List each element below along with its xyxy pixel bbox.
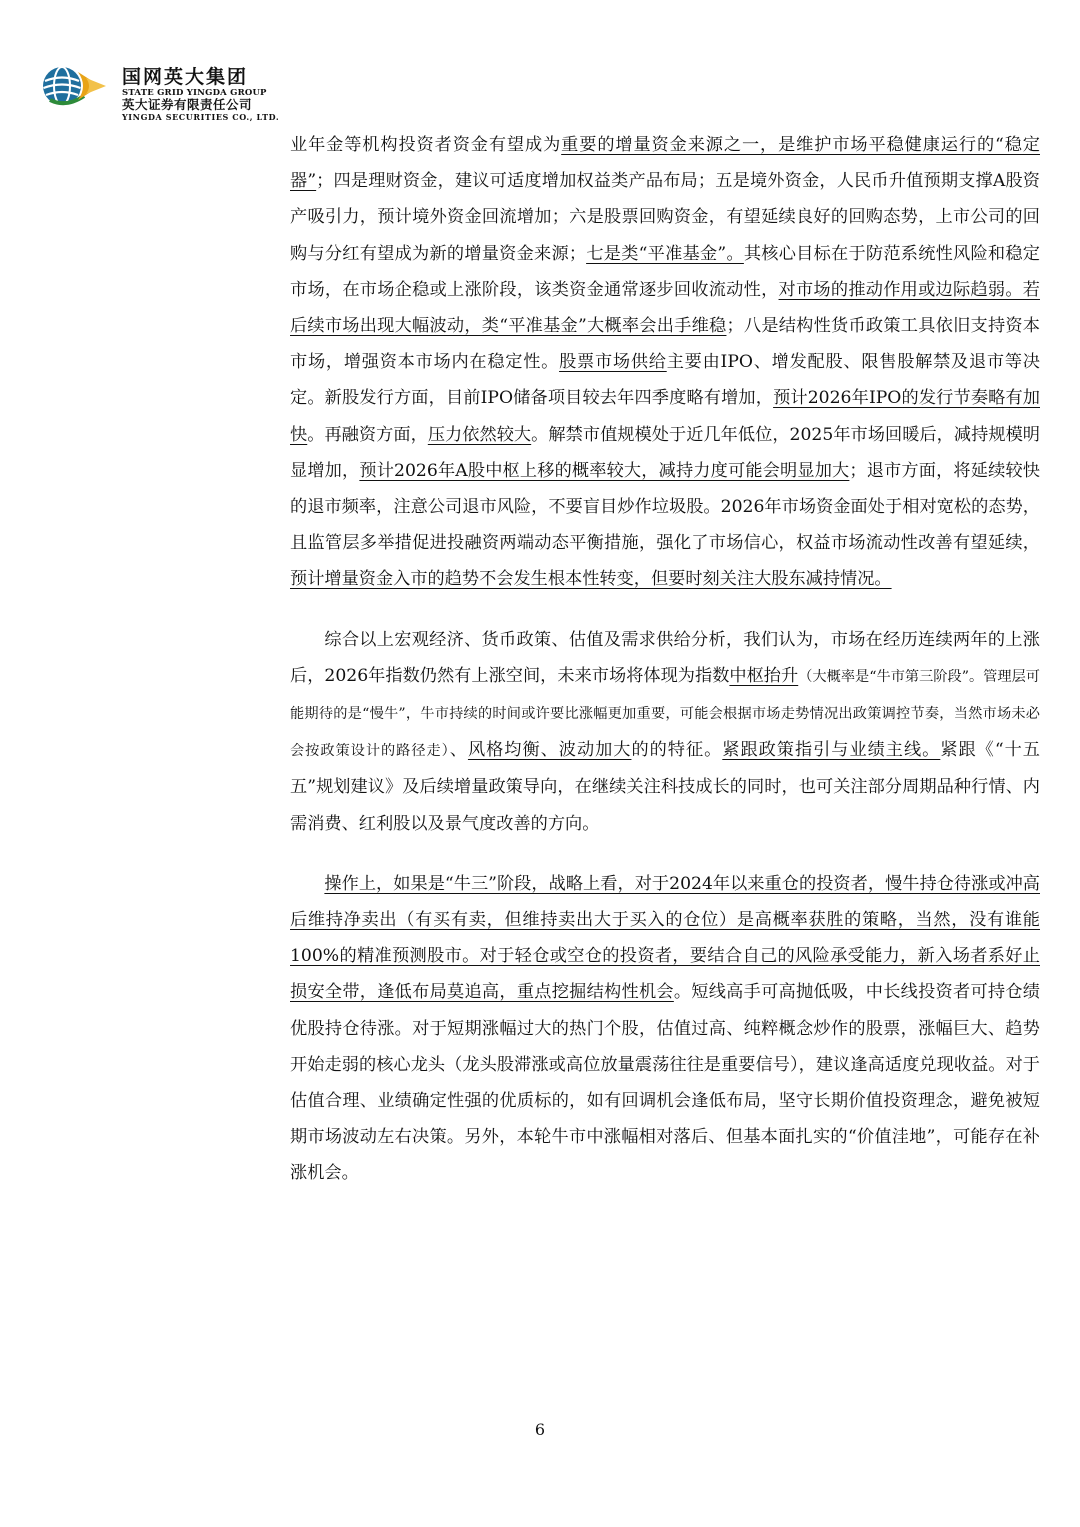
underlined-text: 对市场的推动作用或边际趋弱。若后续市场出现大幅波动，类“平准基金”大概率会出手维稳 bbox=[290, 279, 1040, 337]
company-name-cn: 英大证券有限责任公司 bbox=[122, 97, 253, 112]
brand-block bbox=[122, 66, 279, 122]
text-segment: 紧跟《“十五五”规划建议》及后续增量政策导向，在继续关注科技成长的同时，也可关注部分周期品种行情、内需消费、红利股以及景气度改善的方向。 bbox=[290, 740, 1040, 834]
text-segment: 其核心目标在于防范系统性风险和稳定市场，在市场企稳或上涨阶段，该类资金通常逐步回收流动性， bbox=[290, 243, 1040, 300]
underlined-text: 中枢抬升 bbox=[729, 665, 799, 686]
brand-name-cn: 国网英大集团 bbox=[122, 66, 249, 88]
text-segment: （大概率是“牛市第三阶段”。管理层可能期待的是“慢牛”，牛市持续的时间或许要比涨幅更加重要，可能会根据市场走势情况出政策调控节奏，当然市场未必会按政策设计的路径走） bbox=[290, 668, 1040, 760]
underlined-text: 操作上，如果是“牛三”阶段，战略上看，对于2024年以来重仓的投资者，慢牛持仓待涨或冲高后维持净卖出（有买有卖，但维持卖出大于买入的仓位）是高概率获胜的策略，当然，没有谁能100%的精准预测股市。对于轻仓或空仓的投资者，要结合自己的风险承受能力，新入场者系好止损安全带，逢低布局莫追高，重点挖掘结构性机会 bbox=[290, 873, 1040, 1003]
text-segment: ；八是结构性货币政策工具依旧支持资本市场，增强资本市场内在稳定性。 bbox=[290, 316, 1040, 373]
text-segment: 主要由IPO、增发配股、限售股解禁及退市等决定。新股发行方面，目前IPO储备项目较去年四季度略有增加， bbox=[290, 352, 1040, 409]
underlined-text: 压力依然较大 bbox=[427, 424, 532, 445]
text-segment: 的的特征。 bbox=[631, 740, 723, 761]
underlined-text: 预计2026年IPO的发行节奏略有加快 bbox=[290, 388, 1040, 445]
text-segment: 。解禁市值规模处于近几年低位，2025年市场回暖后，减持规模明显增加， bbox=[290, 424, 1040, 481]
report-body bbox=[290, 127, 1040, 1192]
text-segment: ；四是理财资金，建议可适度增加权益类产品布局；五是境外资金，人民币升值预期支撑A股资产吸引力，预计境外资金回流增加；六是股票回购资金，有望延续良好的回购态势，上市公司的回购与分红有望成为新的增量资金来源； bbox=[290, 171, 1040, 264]
underlined-text: 股票市场供给 bbox=[559, 352, 667, 373]
company-name-en: YINGDA SECURITIES CO., LTD. bbox=[122, 112, 280, 122]
text-segment: 。再融资方面， bbox=[307, 424, 428, 445]
text-segment: 综合以上宏观经济、货币政策、估值及需求供给分析，我们认为，市场在经历连续两年的上涨后，2026年指数仍然有上涨空间，未来市场将体现为指数 bbox=[290, 629, 1040, 686]
text-segment: 业年金等机构投资者资金有望成为 bbox=[290, 135, 562, 155]
underlined-text: 紧跟政策指引与业绩主线。 bbox=[722, 740, 941, 761]
report-header bbox=[40, 64, 340, 128]
underlined-text: 重要的增量资金来源之一，是维护市场平稳健康运行的“稳定器” bbox=[290, 135, 1040, 192]
text-segment: ；退市方面，将延续较快的退市频率，注意公司退市风险，不要盲目炒作垃圾股。2026年市场资金面处于相对宽松的态势，且监管层多举措促进投融资两端动态平衡措施，强化了市场信心，权益市场流动性改善有望延续， bbox=[290, 460, 1040, 554]
page-number: 6 bbox=[534, 1420, 546, 1439]
state-grid-globe-logo-icon bbox=[40, 64, 110, 108]
text-segment: 。短线高手可高抛低吸，中长线投资者可持仓绩优股持仓待涨。对于短期涨幅过大的热门个股，估值过高、纯粹概念炒作的股票，涨幅巨大、趋势开始走弱的核心龙头（龙头股滞涨或高位放量震荡往往是重要信号），建议逢高适度兑现收益。对于估值合理、业绩确定性强的优质标的，如有回调机会逢低布局，坚守长期价值投资理念，避免被短期市场波动左右决策。另外，本轮牛市中涨幅相对落后、但基本面扎实的“价值洼地”，可能存在补涨机会。 bbox=[290, 982, 1040, 1184]
paragraph-market-outlook bbox=[290, 622, 1040, 842]
paragraph-funding-sources bbox=[290, 127, 1040, 598]
underlined-text: 风格均衡、波动加大 bbox=[467, 740, 632, 761]
text-segment: 、 bbox=[449, 740, 468, 761]
underlined-text: 预计增量资金入市的趋势不会发生根本性转变，但要时刻关注大股东减持情况。 bbox=[290, 569, 892, 590]
paragraph-operation-advice bbox=[290, 866, 1040, 1192]
underlined-text: 七是类“平准基金”。 bbox=[586, 243, 744, 264]
brand-name-en: STATE GRID YINGDA GROUP bbox=[122, 88, 267, 98]
underlined-text: 预计2026年A股中枢上移的概率较大，减持力度可能会明显加大 bbox=[359, 460, 850, 481]
